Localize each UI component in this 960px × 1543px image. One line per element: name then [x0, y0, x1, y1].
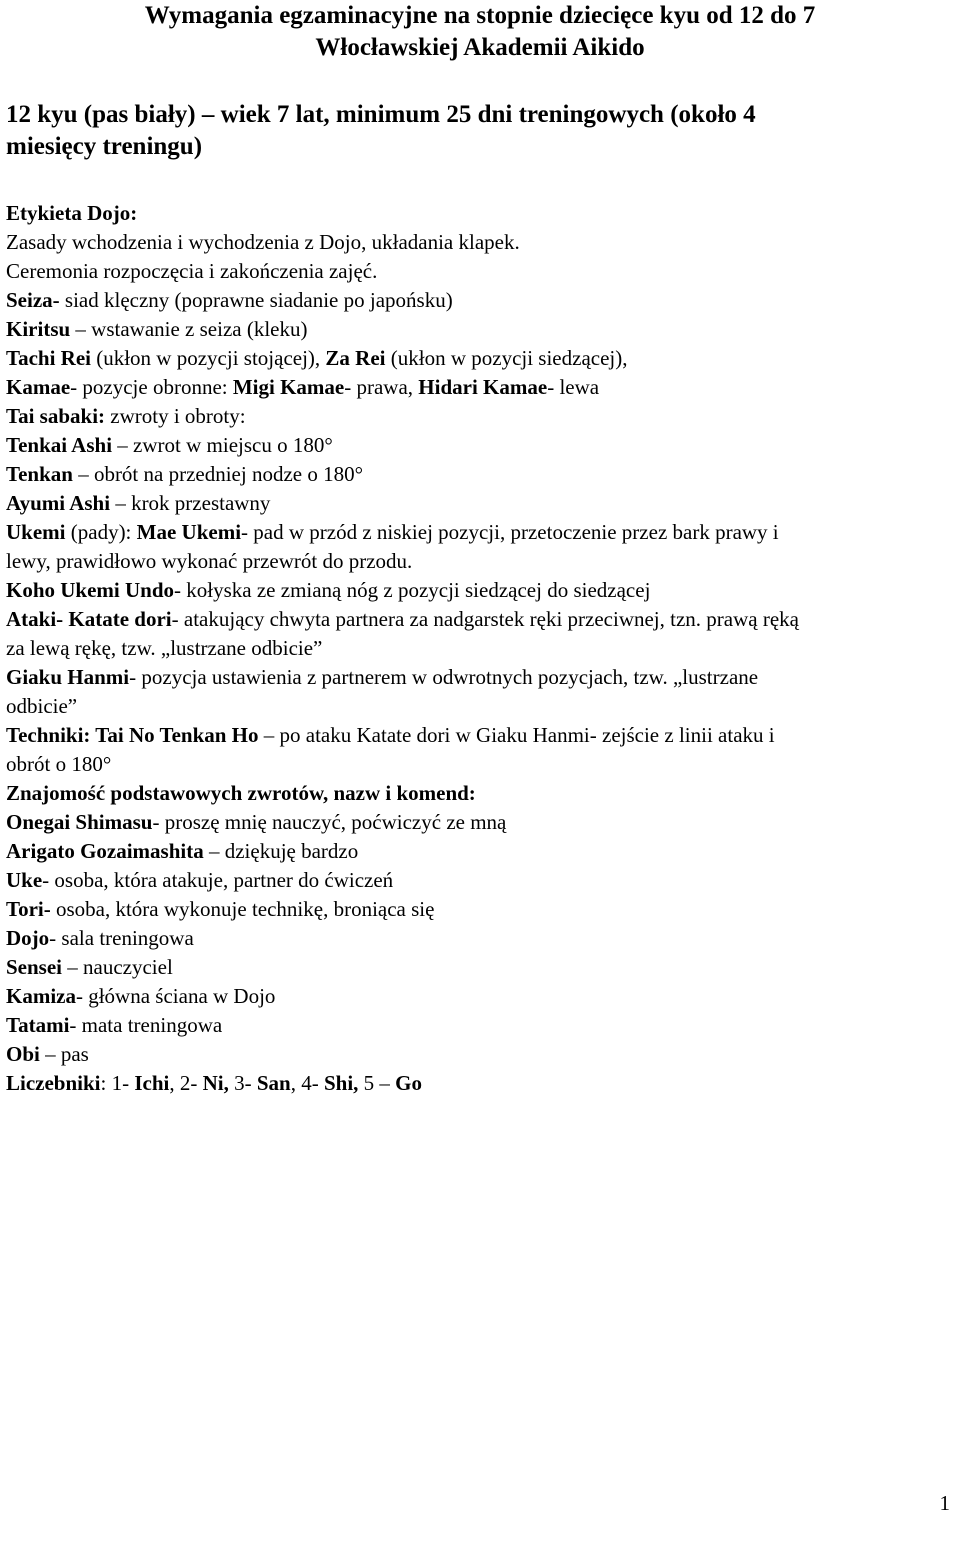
text-line — [6, 199, 958, 228]
text-line — [6, 431, 958, 460]
description: - proszę mnię nauczyć, poćwiczyć ze mną — [152, 810, 507, 834]
term: Techniki: Tai No Tenkan Ho — [6, 723, 259, 747]
term: Etykieta Dojo: — [6, 201, 138, 225]
term: Tenkai Ashi — [6, 433, 113, 457]
term: Seiza- — [6, 288, 60, 312]
text-line — [6, 924, 958, 953]
text-line — [6, 663, 958, 692]
text-line — [6, 460, 958, 489]
description: - główna ściana w Dojo — [75, 984, 276, 1008]
text-line — [6, 402, 958, 431]
text-line — [6, 634, 958, 663]
description: Zasady wchodzenia i wychodzenia z Dojo, układania klapek. — [6, 230, 520, 254]
text-line — [6, 547, 958, 576]
description: - atakujący chwyta partnera za nadgarstek ręki przeciwnej, tzn. prawą ręką — [171, 607, 799, 631]
text-line — [6, 286, 958, 315]
text-line — [6, 1069, 958, 1098]
term: Dojo — [6, 926, 50, 950]
text-line — [6, 489, 958, 518]
description: , 2- — [169, 1071, 203, 1095]
description: zwroty i obroty: — [105, 404, 246, 428]
description: lewy, prawidłowo wykonać przewrót do przodu. — [6, 549, 413, 573]
requirements-list — [6, 199, 958, 1098]
term: Obi — [6, 1042, 40, 1066]
term: Za Rei — [325, 346, 386, 370]
term: Koho Ukemi Undo — [6, 578, 175, 602]
term: Ayumi Ashi — [6, 491, 111, 515]
term: Migi Kamae — [232, 375, 345, 399]
term: San — [256, 1071, 291, 1095]
text-line — [6, 315, 958, 344]
term: Liczebniki — [6, 1071, 101, 1095]
description: Ceremonia rozpoczęcia i zakończenia zajęć. — [6, 259, 378, 283]
term: Go — [395, 1071, 423, 1095]
description: (pady): — [65, 520, 137, 544]
term: Shi, — [323, 1071, 359, 1095]
description: (ukłon w pozycji siedzącej), — [385, 346, 628, 370]
description: obrót o 180° — [6, 752, 112, 776]
term: Kiritsu — [6, 317, 71, 341]
page-number: 1 — [939, 1491, 950, 1515]
term: Kamiza — [6, 984, 76, 1008]
text-line — [6, 750, 958, 779]
description: odbicie” — [6, 694, 78, 718]
term: Znajomość podstawowych zwrotów, nazw i komend: — [6, 781, 476, 805]
description: - mata treningowa — [69, 1013, 223, 1037]
description: 3- — [228, 1071, 257, 1095]
text-line — [6, 808, 958, 837]
description: – pas — [39, 1042, 89, 1066]
description: za lewą rękę, tzw. „lustrzane odbicie” — [6, 636, 323, 660]
text-line — [6, 721, 958, 750]
description: - lewa — [547, 375, 600, 399]
text-line — [6, 1011, 958, 1040]
text-line — [6, 605, 958, 634]
term: Uke — [6, 868, 43, 892]
text-line — [6, 982, 958, 1011]
document-title — [0, 0, 960, 64]
text-line — [6, 866, 958, 895]
description: , 4- — [290, 1071, 324, 1095]
term: Ni, — [202, 1071, 229, 1095]
text-line — [6, 373, 958, 402]
description: – wstawanie z seiza (kleku) — [70, 317, 308, 341]
description: : 1- — [100, 1071, 135, 1095]
text-line — [6, 895, 958, 924]
description: – obrót na przedniej nodze o 180° — [72, 462, 363, 486]
term: Ukemi — [6, 520, 66, 544]
section-heading — [6, 99, 956, 163]
description: siad klęczny (poprawne siadanie po japońsku) — [59, 288, 453, 312]
term: Tachi Rei — [6, 346, 91, 370]
description: - pozycja ustawienia z partnerem w odwrotnych pozycjach, tzw. „lustrzane — [129, 665, 759, 689]
text-line — [6, 518, 958, 547]
term: Hidari Kamae — [418, 375, 548, 399]
section-heading-line-1: 12 kyu (pas biały) – wiek 7 lat, minimum 25 dni treningowych (około 4 — [6, 101, 756, 128]
term: Giaku Hanmi — [6, 665, 130, 689]
description: - sala treningowa — [49, 926, 194, 950]
description: – krok przestawny — [110, 491, 271, 515]
term: Tatami — [6, 1013, 70, 1037]
text-line — [6, 576, 958, 605]
text-line — [6, 228, 958, 257]
description: – zwrot w miejscu o 180° — [112, 433, 333, 457]
description: - pozycje obronne: — [70, 375, 233, 399]
document-title-line-1: Wymagania egzaminacyjne na stopnie dziecięce kyu od 12 do 7 — [144, 2, 816, 29]
text-line — [6, 257, 958, 286]
description: osoba, która wykonuje technikę, broniąca się — [50, 897, 435, 921]
term: Sensei — [6, 955, 63, 979]
description: - prawa, — [344, 375, 419, 399]
description: (ukłon w pozycji stojącej), — [90, 346, 326, 370]
text-line — [6, 837, 958, 866]
description: – po ataku Katate dori w Giaku Hanmi- zejście z linii ataku i — [258, 723, 775, 747]
text-line — [6, 344, 958, 373]
term: Onegai Shimasu — [6, 810, 153, 834]
document-title-line-2: Włocławskiej Akademii Aikido — [315, 34, 645, 61]
text-line — [6, 1040, 958, 1069]
text-line — [6, 692, 958, 721]
term: Kamae — [6, 375, 71, 399]
description: - pad w przód z niskiej pozycji, przetoczenie przez bark prawy i — [241, 520, 779, 544]
term: Tori- — [6, 897, 51, 921]
description: - osoba, która atakuje, partner do ćwiczeń — [42, 868, 394, 892]
description: – nauczyciel — [62, 955, 173, 979]
description: - kołyska ze zmianą nóg z pozycji siedzącej do siedzącej — [174, 578, 651, 602]
text-line — [6, 779, 958, 808]
term: Tai sabaki: — [6, 404, 106, 428]
section-heading-line-2: miesięcy treningu) — [6, 133, 203, 160]
term: Arigato Gozaimashita — [6, 839, 204, 863]
text-line — [6, 953, 958, 982]
term: Ataki- Katate dori — [6, 607, 172, 631]
description: – dziękuję bardzo — [203, 839, 359, 863]
term: Tenkan — [6, 462, 73, 486]
term: Mae Ukemi — [136, 520, 242, 544]
description: 5 – — [358, 1071, 396, 1095]
term: Ichi — [134, 1071, 170, 1095]
